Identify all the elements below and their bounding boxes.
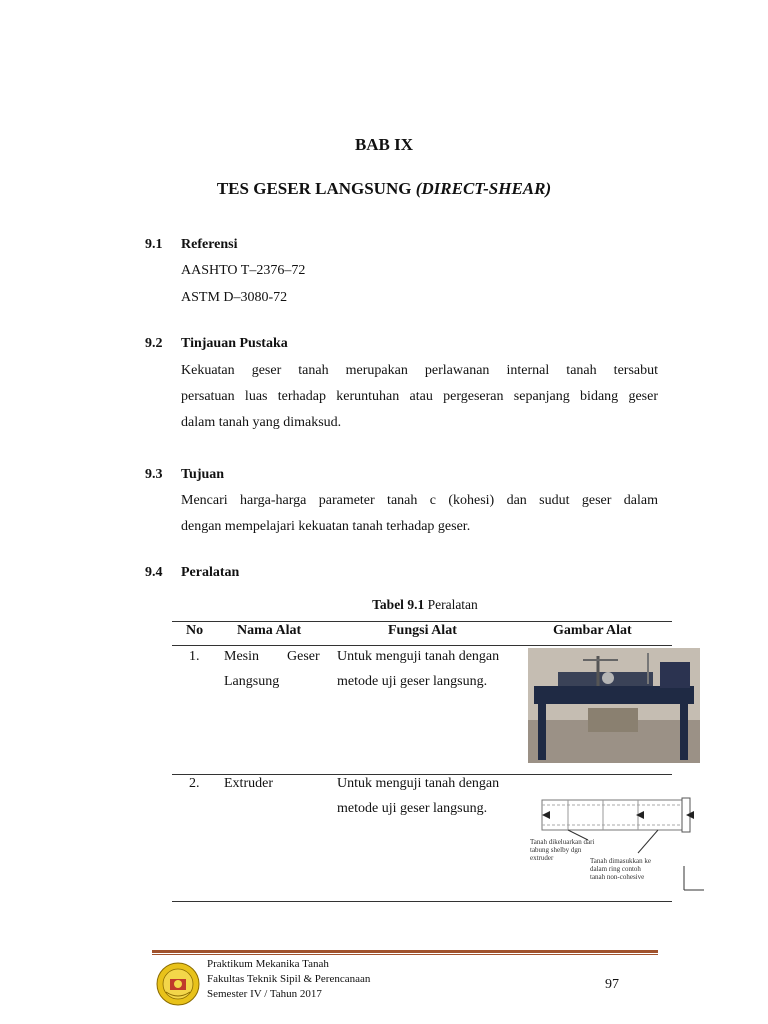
section-number: 9.4	[145, 565, 163, 580]
tool-function: metode uji geser langsung.	[337, 674, 488, 689]
table-header-gambar: Gambar Alat	[553, 623, 632, 638]
table-bottom-rule	[172, 901, 672, 902]
reference-item: ASTM D–3080-72	[181, 290, 288, 305]
tool-function: Untuk menguji tanah dengan	[337, 649, 500, 664]
section-title-tinjauan: Tinjauan Pustaka	[181, 336, 288, 351]
label-line: Tanah dikeluarkan dari	[530, 838, 595, 846]
paragraph-line: Mencari harga-harga parameter tanah c (kohesi) dan sudut geser dalam	[181, 493, 658, 508]
university-seal-icon	[156, 962, 200, 1006]
label-line: dalam ring contoh	[590, 865, 641, 873]
title-main: TES GESER LANGSUNG	[216, 179, 412, 198]
table-header-nama: Nama Alat	[237, 623, 302, 638]
section-title-tujuan: Tujuan	[181, 467, 225, 482]
row-number: 2.	[189, 776, 200, 791]
tool-name: Geser	[287, 649, 320, 664]
label-line: tanah non-cohesive	[590, 873, 645, 881]
tool-name: Langsung	[224, 674, 280, 689]
paragraph-line: dalam tanah yang dimaksud.	[181, 415, 342, 430]
document-title	[0, 179, 768, 199]
table-header-fungsi: Fungsi Alat	[388, 623, 457, 638]
caption-label: Tabel 9.1	[372, 597, 425, 612]
paragraph-line: dengan mempelajari kekuatan tanah terhadap geser.	[181, 519, 471, 534]
table-top-rule	[172, 621, 672, 622]
table-caption	[0, 597, 768, 613]
extruder-diagram	[528, 790, 704, 896]
section-number: 9.2	[145, 336, 163, 351]
diagram-label-right	[590, 857, 651, 881]
tool-name: Extruder	[224, 776, 273, 791]
tool-function: metode uji geser langsung.	[337, 801, 488, 816]
label-line: Tanah dimasukkan ke	[590, 857, 651, 865]
section-number: 9.1	[145, 237, 163, 252]
section-title-peralatan: Peralatan	[181, 565, 240, 580]
section-title-referensi: Referensi	[181, 237, 238, 252]
footer-rule-thin	[152, 954, 658, 955]
table-row-rule	[172, 774, 672, 775]
title-italic: (DIRECT-SHEAR)	[415, 179, 552, 198]
label-line: extruder	[530, 854, 554, 862]
paragraph-line: persatuan luas terhadap keruntuhan atau pergeseran sepanjang bidang geser	[181, 389, 658, 404]
direct-shear-machine-photo	[528, 648, 700, 763]
paragraph-line: Kekuatan geser tanah merupakan perlawanan internal tanah tersabut	[181, 363, 658, 378]
footer-semester: Semester IV / Tahun 2017	[207, 988, 322, 1000]
row-number: 1.	[189, 649, 200, 664]
caption-text: Peralatan	[427, 597, 478, 612]
reference-item: AASHTO T–2376–72	[181, 263, 306, 278]
label-line: tabung shelby dgn	[530, 846, 582, 854]
page-number: 97	[605, 977, 619, 992]
footer-faculty: Fakultas Teknik Sipil & Perencanaan	[207, 973, 371, 985]
footer-course: Praktikum Mekanika Tanah	[207, 958, 329, 970]
footer-rule	[152, 950, 658, 953]
tool-name: Mesin	[224, 649, 259, 664]
diagram-label-left	[530, 838, 594, 862]
chapter-heading: BAB IX	[354, 135, 414, 154]
table-header-rule	[172, 645, 672, 646]
tool-function: Untuk menguji tanah dengan	[337, 776, 500, 791]
shear-machine-illustration	[528, 648, 700, 763]
table-header-no: No	[186, 623, 204, 638]
section-number: 9.3	[145, 467, 163, 482]
